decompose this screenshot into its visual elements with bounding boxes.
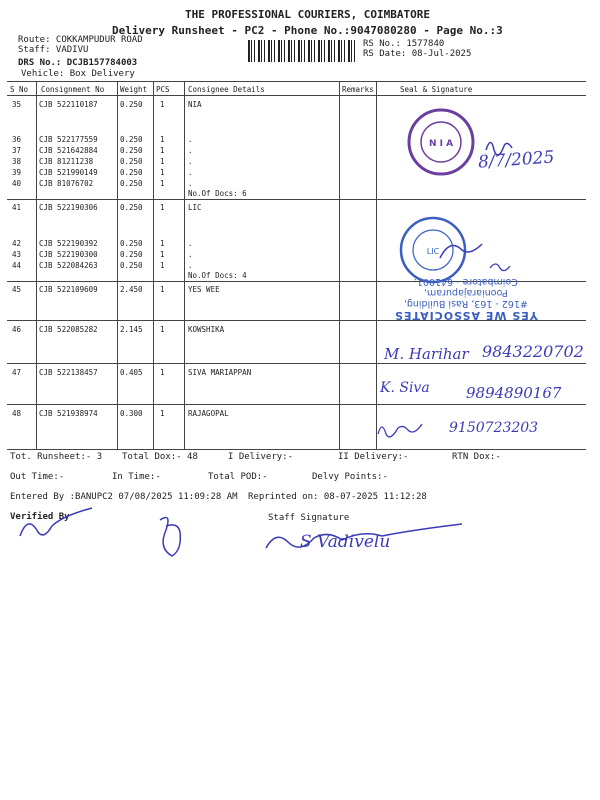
row-weight: 2.450: [120, 285, 143, 294]
row-consignee: RAJAGOPAL: [188, 409, 229, 418]
row-pcs: 1: [160, 368, 165, 377]
row-consignment-no: CJB 522190392: [39, 239, 98, 248]
staff-signature-label: Staff Signature: [268, 513, 350, 523]
out-time: Out Time:-: [10, 472, 65, 482]
verified-signature: [20, 508, 92, 536]
row-pcs: 1: [160, 261, 165, 270]
col-header-seal-signature: Seal & Signature: [400, 85, 473, 94]
row-consignment-no: CJB 522190306: [39, 203, 98, 212]
row-weight: 0.250: [120, 250, 143, 259]
verified-signature: [160, 518, 180, 556]
row-consignee: .: [188, 250, 193, 259]
row-sno: 40: [12, 179, 22, 188]
total-runsheet: Tot. Runsheet:- 3: [10, 452, 103, 462]
row-sno: 48: [12, 409, 22, 418]
company-stamp-upside-down: [394, 276, 538, 322]
row-consignment-no: CJB 521990149: [39, 168, 98, 177]
row-sno: 39: [12, 168, 22, 177]
row-pcs: 1: [160, 285, 165, 294]
row-sno: 36: [12, 135, 22, 144]
staff-label: Staff: VADIVU: [18, 45, 89, 55]
col-header-consignee: Consignee Details: [188, 85, 265, 94]
row-consignment-no: CJB 522190300: [39, 250, 98, 259]
row-consignee: .: [188, 239, 193, 248]
row-weight: 0.250: [120, 135, 143, 144]
col-header-remarks: Remarks: [342, 85, 374, 94]
handwritten-phone: 9843220702: [482, 342, 584, 361]
row-sno: 38: [12, 157, 22, 166]
col-header-pcs: PCS: [156, 85, 170, 94]
row-consignment-no: CJB 522085282: [39, 325, 98, 334]
row-sno: 37: [12, 146, 22, 155]
rs-date: RS Date: 08-Jul-2025: [363, 49, 472, 59]
stamp-line: #162 - 163, Rasi Building,: [403, 298, 528, 309]
row-consignee: LIC: [188, 203, 202, 212]
i-delivery: I Delivery:-: [228, 452, 294, 462]
row-weight: 0.250: [120, 239, 143, 248]
ii-delivery: II Delivery:-: [338, 452, 409, 462]
svg-text:N I A: N I A: [428, 139, 454, 149]
handwritten-date: 8/7/2025: [477, 147, 555, 173]
total-dox: Total Dox:- 48: [122, 452, 198, 462]
row-consignee: KOWSHIKA: [188, 325, 225, 334]
row-sno: 44: [12, 261, 22, 270]
drs-number: DRS No.: DCJB157784003: [18, 58, 138, 68]
row-sno: 46: [12, 325, 22, 334]
row-consignment-no: CJB 81076702: [39, 179, 94, 188]
handwritten-name: M. Harihar: [384, 345, 469, 363]
row-pcs: 1: [160, 100, 165, 109]
row-consignee: .: [188, 179, 193, 188]
row-weight: 0.250: [120, 261, 143, 270]
row-pcs: 1: [160, 157, 165, 166]
row-pcs: 1: [160, 409, 165, 418]
row-sno: 35: [12, 100, 22, 109]
row-weight: 0.250: [120, 157, 143, 166]
row-sno: 43: [12, 250, 22, 259]
row-pcs: 1: [160, 146, 165, 155]
row-weight: 2.145: [120, 325, 143, 334]
row-consignment-no: CJB 521642884: [39, 146, 98, 155]
row-weight: 0.300: [120, 409, 143, 418]
handwritten-name: K. Siva: [380, 380, 430, 396]
entered-by: Entered By :BANUPC2 07/08/2025 11:09:28 AM: [10, 492, 238, 502]
delivery-points: Delvy Points:-: [312, 472, 388, 482]
row-weight: 0.250: [120, 179, 143, 188]
runsheet-title: Delivery Runsheet - PC2 - Phone No.:9047080280 - Page No.:3: [112, 24, 503, 37]
row-consignee: .: [188, 157, 193, 166]
reprinted-on: Reprinted on: 08-07-2025 11:12:28: [248, 492, 427, 502]
row-consignment-no: CJB 81211238: [39, 157, 94, 166]
row-pcs: 1: [160, 135, 165, 144]
row-sno: 47: [12, 368, 22, 377]
row-consignment-no: CJB 522177559: [39, 135, 98, 144]
row-weight: 0.250: [120, 146, 143, 155]
row-sno: 45: [12, 285, 22, 294]
row-consignment-no: CJB 522110187: [39, 100, 98, 109]
signature-scribble: [490, 264, 510, 271]
row-pcs: 1: [160, 168, 165, 177]
row-consignee: NIA: [188, 100, 202, 109]
col-header-consignment: Consignment No: [41, 85, 105, 94]
row-consignee: .: [188, 168, 193, 177]
row-consignment-no: CJB 522109609: [39, 285, 98, 294]
row-sno: 42: [12, 239, 22, 248]
row-consignment-no: CJB 522084263: [39, 261, 98, 270]
rtn-dox: RTN Dox:-: [452, 452, 501, 462]
signature-scribble: [440, 244, 482, 258]
row-weight: 0.250: [120, 100, 143, 109]
row-consignee: YES WEE: [188, 285, 220, 294]
row-pcs: 1: [160, 179, 165, 188]
row-consignee: .: [188, 135, 193, 144]
svg-text:LIC: LIC: [426, 247, 440, 256]
row-pcs: 1: [160, 250, 165, 259]
staff-handwritten-signature: S Vadivelu: [300, 532, 391, 552]
stamp-line: Coimbatore - 641001.: [413, 276, 518, 287]
row-pcs: 1: [160, 325, 165, 334]
handwritten-phone: 9150723203: [449, 420, 539, 436]
row-weight: 0.250: [120, 168, 143, 177]
row-weight: 0.405: [120, 368, 143, 377]
row-consignee: .: [188, 261, 193, 270]
round-seal: [401, 218, 465, 282]
row-consignee: SIVA MARIAPPAN: [188, 368, 252, 377]
col-header-weight: Weight: [120, 85, 148, 94]
row-pcs: 1: [160, 203, 165, 212]
handwritten-phone: 9894890167: [466, 384, 562, 402]
row-consignment-no: CJB 522138457: [39, 368, 98, 377]
in-time: In Time:-: [112, 472, 161, 482]
rs-number: RS No.: 1577840: [363, 39, 445, 49]
total-pod: Total POD:-: [208, 472, 268, 482]
route-label: Route: COKKAMPUDUR ROAD: [18, 35, 143, 45]
stamp-line: Pooniarajapuram,: [423, 287, 508, 298]
col-header-sno: S No: [10, 85, 29, 94]
row-consignment-no: CJB 521938974: [39, 409, 98, 418]
vehicle-label: Vehicle: Box Delivery: [21, 69, 135, 79]
round-seal: [409, 110, 473, 174]
row-consignee: .: [188, 146, 193, 155]
company-name: THE PROFESSIONAL COURIERS, COIMBATORE: [185, 8, 431, 21]
verified-by-label: Verified By: [10, 512, 70, 522]
docs-count-note: No.Of Docs: 6: [188, 189, 247, 198]
row-weight: 0.250: [120, 203, 143, 212]
docs-count-note: No.Of Docs: 4: [188, 271, 247, 280]
row-sno: 41: [12, 203, 22, 212]
stamp-line: YES WE ASSOCIATES: [394, 309, 538, 322]
row-pcs: 1: [160, 239, 165, 248]
signature-scribble: [378, 424, 422, 437]
